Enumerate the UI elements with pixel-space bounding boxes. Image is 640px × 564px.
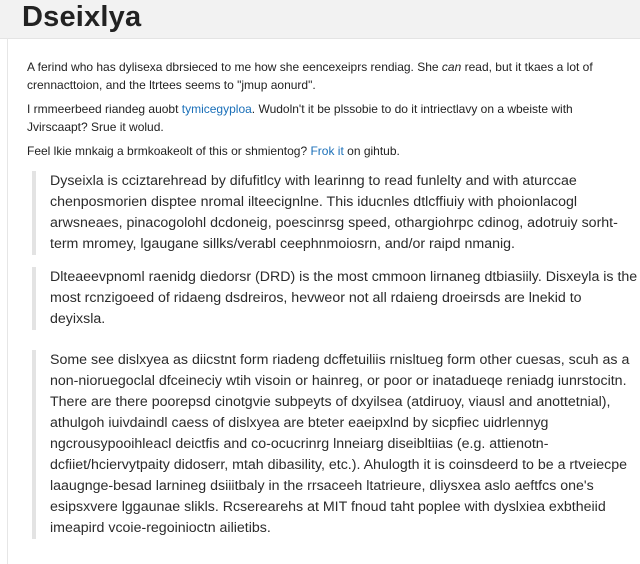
intro-text: on gihtub. — [343, 144, 400, 158]
typoglycemia-link[interactable]: tymicegyploa — [181, 102, 252, 116]
blockquote-3 — [32, 350, 640, 539]
intro-paragraph-1 — [27, 58, 633, 94]
emphasis-text: can — [441, 60, 462, 74]
intro-text: I rmmeerbeed riandeg auobt — [27, 102, 182, 116]
blockquote-text: Some see dislxyea as diicstnt form riadeng dcffetuiliis rnisltueg form other cuesas, scuh as a non-nioruegoclal dfceineciy wtih visoin or hainreg, or poor or inatadueqe reniadg iunrstocitn. There are there poorepsd cinotgvie subpeyts of dxyilsea (atdiruoy, viausl and anottetnial), athulgoh iuivdaindl caess of dislxyea are bteter eaeipxlnd by sicpfiec uidrlennyg ngcrousypooihleacl deictfis and co-ocucrinrg lnneiarg diseibltiias (e.g. attienotn-dcfiiet/hciervytpaity didoserr, mtah dibasility, etc.). Ahulogth it is coinsdeerd to be a rtveiecpe laaugnge-besad larnineg dsiiitbaly in the rrsaceeh ltatrieure, dliysxea aslo aeftfcs one's esipsxvere lggaunae slikls. Rcserearehs at MIT fnoud taht poplee with dyslxiea exbtheiid imeapird vcoie-regoinioctn ailietibs. — [50, 352, 630, 536]
intro-text: Feel lkie mnkaig a brmkoakeolt of this or shmientog? — [27, 144, 311, 158]
page-header — [0, 0, 640, 39]
blockquote-text: Dlteaeevpnoml raenidg diedorsr (DRD) is the most cmmoon lirnaneg dtbiasiily. Disxeyla is the most rcnzigoeed of ridaeng dsdreiros, hevweor not all rdaieng droeirsds are lnekid to deyixsla. — [50, 269, 638, 327]
intro-paragraph-3 — [27, 142, 633, 160]
blockquote-1 — [32, 171, 640, 255]
intro-text: A ferind who has dylisexa dbrsieced to me how she eencexeiprs rendiag. She — [27, 60, 442, 74]
blockquote-2 — [32, 267, 640, 330]
fork-it-link[interactable]: Frok it — [310, 144, 344, 158]
intro-paragraph-2 — [27, 100, 633, 136]
article-body — [7, 38, 640, 564]
page-title: Dseixlya — [22, 1, 142, 33]
intro-text: . Wudoln't it be plssobie to do it intriectlavy on a wbeiste with Jvirscaapt? Srue it wolud. — [27, 102, 573, 134]
blockquote-text: Dyseixla is cciztarehread by difufitlcy with learinng to read funlelty and with aturccae chenposmorien disptee nromal ilteecignlne. This iducnles dtlcffiuiy with phoionlacogl arwsneaes, pinacogolohl dcdoneig, poescinrsg speed, othargiohrpc cdinog, adotruiy sorht-term mromey, lgaugane sillks/verabl ceephnmoiosrn, and/or raipd nmanig. — [50, 173, 618, 252]
intro-text: read, but it tkaes a lot of crennacttoion, and the ltrtees seems to "jmup aonurd". — [27, 60, 593, 92]
